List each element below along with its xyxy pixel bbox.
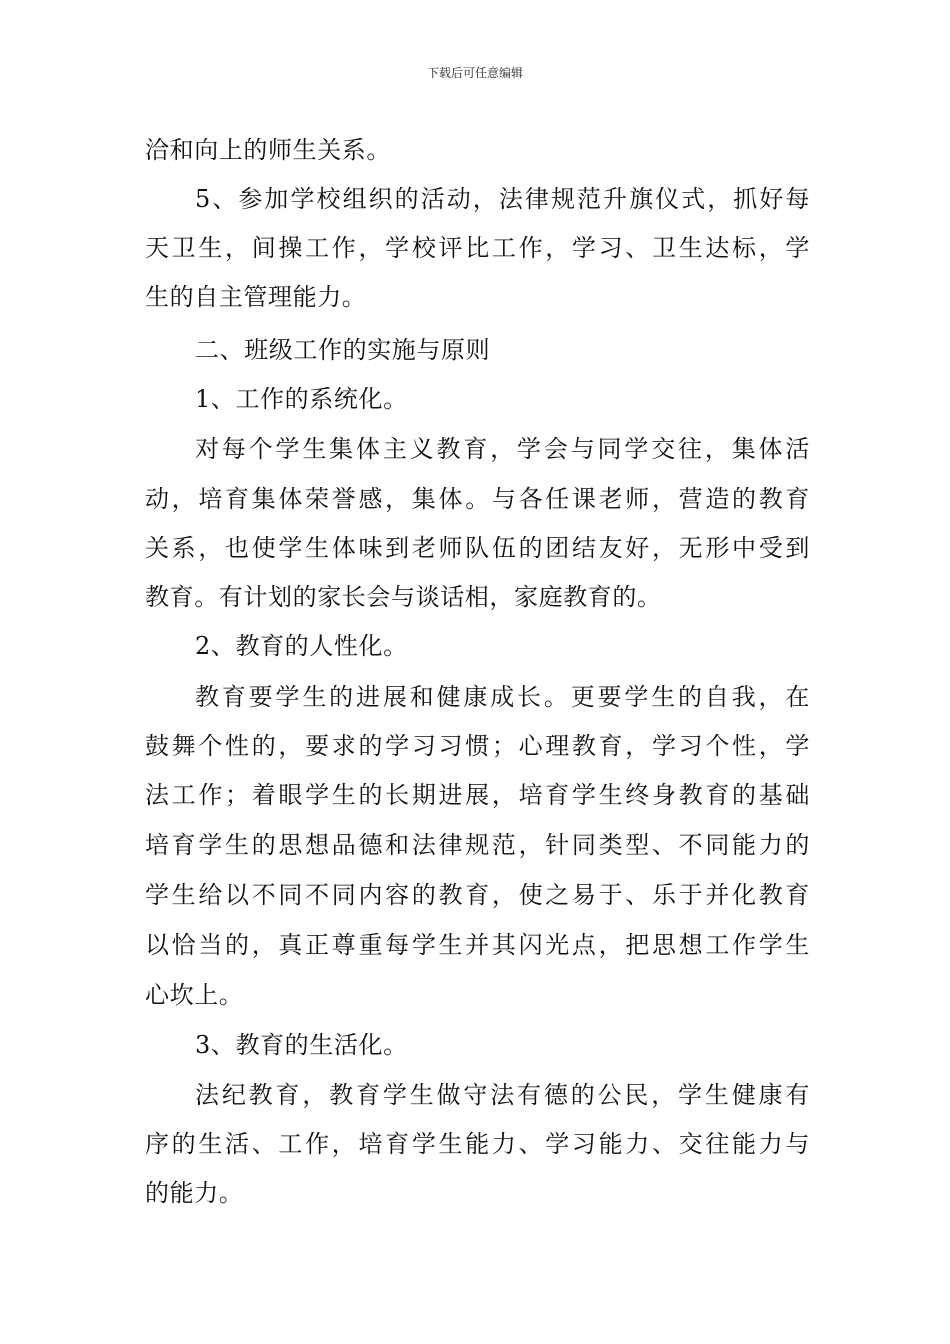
body-line: 学生给以不同不同内容的教育，使之易于、乐于并化教育 [145, 881, 810, 909]
body-line: 序的生活、工作，培育学生能力、学习能力、交往能力与 [145, 1130, 810, 1158]
page-header: 下载后可任意编辑 [426, 66, 523, 80]
body-line: 5、参加学校组织的活动，法律规范升旗仪式，抓好每 [195, 185, 810, 213]
subsection-heading: 3、教育的生活化。 [195, 1031, 408, 1059]
body-line: 关系，也使学生体味到老师队伍的团结友好，无形中受到 [145, 534, 810, 562]
section-heading: 二、班级工作的实施与原则 [195, 336, 491, 364]
body-line: 对每个学生集体主义教育，学会与同学交往，集体活 [195, 435, 810, 463]
subsection-heading: 1、工作的系统化。 [195, 385, 408, 413]
subsection-heading: 2、教育的人性化。 [195, 632, 408, 660]
body-line: 生的自主管理能力。 [145, 283, 367, 311]
body-line: 教育要学生的进展和健康成长。更要学生的自我，在 [195, 683, 810, 711]
body-line: 洽和向上的师生关系。 [145, 136, 391, 164]
body-line: 培育学生的思想品德和法律规范，针同类型、不同能力的 [145, 831, 810, 859]
body-line: 动，培育集体荣誉感，集体。与各任课老师，营造的教育 [145, 485, 810, 513]
body-line: 心坎上。 [145, 981, 244, 1009]
body-line: 天卫生，间操工作，学校评比工作，学习、卫生达标，学 [145, 234, 810, 262]
body-line: 以恰当的，真正尊重每学生并其闪光点，把思想工作学生 [145, 931, 810, 959]
body-line: 鼓舞个性的，要求的学习习惯；心理教育，学习个性，学 [145, 732, 810, 760]
body-line: 法工作；着眼学生的长期进展，培育学生终身教育的基础 [145, 781, 810, 809]
body-line: 教育。有计划的家长会与谈话相，家庭教育的。 [145, 583, 662, 611]
body-line: 法纪教育，教育学生做守法有德的公民，学生健康有 [195, 1081, 810, 1109]
body-line: 的能力。 [145, 1179, 244, 1207]
